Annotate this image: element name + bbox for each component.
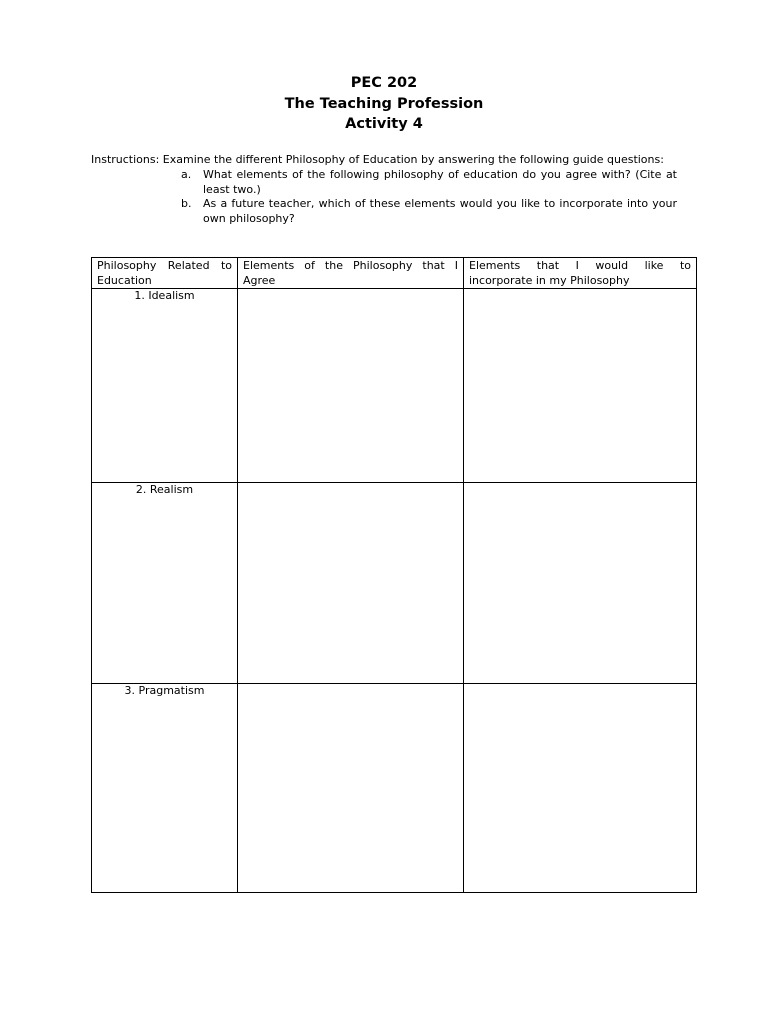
question-marker: b. <box>181 197 192 211</box>
incorporate-answer-area[interactable] <box>464 684 696 892</box>
philosophy-cell-pragmatism: 3. Pragmatism <box>92 684 238 893</box>
course-code: PEC 202 <box>350 75 418 91</box>
activity-title: Activity 4 <box>345 116 423 132</box>
philosophy-cell-realism: 2. Realism <box>92 483 238 684</box>
document-title-block <box>0 73 768 135</box>
instructions <box>91 153 677 227</box>
incorporate-answer-area[interactable] <box>464 483 696 683</box>
incorporate-answer-cell[interactable] <box>464 684 697 893</box>
table-header-row <box>92 258 697 289</box>
incorporate-answer-cell[interactable] <box>464 483 697 684</box>
agree-answer-area[interactable] <box>238 289 463 482</box>
question-text: As a future teacher, which of these elements would you like to incorporate into your own philosophy? <box>203 197 677 226</box>
activity-table <box>91 257 697 893</box>
table-row <box>92 289 697 483</box>
table-row <box>92 483 697 684</box>
incorporate-answer-cell[interactable] <box>464 289 697 483</box>
agree-answer-cell[interactable] <box>238 483 464 684</box>
header-elements-agree: Elements of the Philosophy that I Agree <box>238 258 464 289</box>
guide-question-b <box>91 197 677 227</box>
agree-answer-area[interactable] <box>238 684 463 892</box>
table-row <box>92 684 697 893</box>
guide-questions-list <box>91 168 677 227</box>
question-text: What elements of the following philosophy of education do you agree with? (Cite at least two.) <box>203 167 677 196</box>
philosophy-cell-idealism: 1. Idealism <box>92 289 238 483</box>
question-marker: a. <box>181 167 192 181</box>
agree-answer-cell[interactable] <box>238 289 464 483</box>
agree-answer-cell[interactable] <box>238 684 464 893</box>
header-philosophy: Philosophy Related to Education <box>92 258 238 289</box>
course-title: The Teaching Profession <box>284 95 484 112</box>
incorporate-answer-area[interactable] <box>464 289 696 482</box>
agree-answer-area[interactable] <box>238 483 463 683</box>
guide-question-a <box>91 168 677 198</box>
instructions-intro: Instructions: Examine the different Philosophy of Education by answering the following guide questions: <box>91 153 664 166</box>
header-elements-incorporate: Elements that I would like to incorporate in my Philosophy <box>464 258 697 289</box>
